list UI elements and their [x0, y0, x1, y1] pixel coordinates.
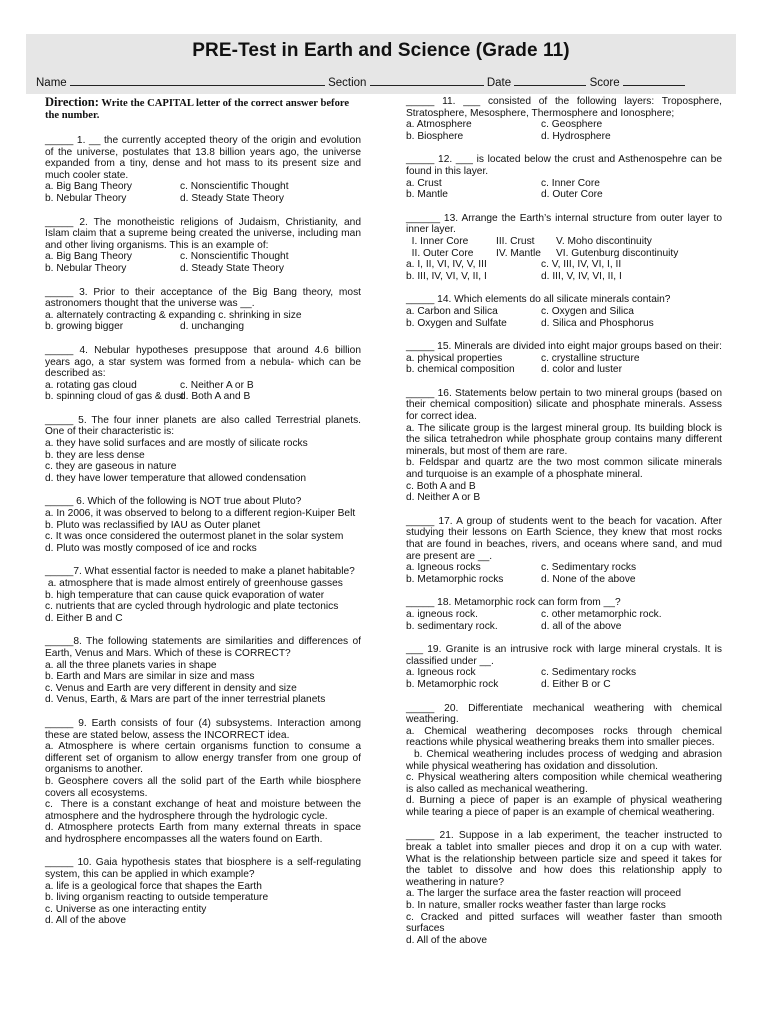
question-item	[45, 636, 361, 706]
answer-option: c. Nonscientific Thought	[180, 251, 289, 263]
question-stem: _____ 17. A group of students went to the beach for vacation. After studying their lessons on Earth Science, they knew that most rocks that are found in beaches, rivers, and oceans where sand, and mud are present are __.	[406, 515, 722, 562]
choice-row	[45, 263, 361, 275]
question-item	[45, 496, 361, 554]
direction-label: Direction:	[45, 95, 99, 109]
question-stem: _____ 5. The four inner planets are also called Terrestrial planets. One of their characteristic is:	[45, 414, 361, 438]
choice-row	[406, 259, 722, 271]
question-item	[45, 857, 361, 927]
choice-item: IV. Mantle	[496, 247, 541, 259]
question-stem: _____ 15. Minerals are divided into eight major groups based on their:	[406, 341, 723, 353]
question-stem: _____ 1. __ the currently accepted theory of the origin and evolution of the universe, postulates that 13.8 billion years ago, the universe expanded from a tiny, dense and hot mass to its present size and much cooler state.	[45, 135, 361, 181]
answer-option: d. Either B or C	[541, 678, 611, 690]
choice-item: I. Inner Core	[406, 235, 469, 247]
answer-option: d. Outer Core	[541, 189, 603, 201]
answer-option: c. Universe as one interacting entity	[45, 903, 207, 915]
choice-row	[406, 306, 722, 318]
answer-option: c. Venus and Earth are very different in density and size	[45, 682, 297, 694]
question-stem: _____ 11. ___ consisted of the following layers: Troposphere, Stratosphere, Mesosphere, Thermosphere and Ionosphere;	[406, 96, 722, 119]
choice-row	[406, 131, 722, 143]
answer-option: a. physical properties	[406, 352, 503, 364]
answer-option: a. alternately contracting & expanding c. shrinking in size	[45, 309, 302, 321]
answer-option: b. Geosphere covers all the solid part of the Earth while biosphere covers all ecosystems.	[45, 775, 364, 799]
question-stem: ______ 13. Arrange the Earth’s internal structure from outer layer to inner layer.	[406, 212, 722, 236]
answer-option: a. I, II, VI, IV, V, III	[406, 259, 487, 271]
choice-row	[406, 236, 722, 248]
student-fields	[36, 74, 685, 89]
answer-option: b. living organism reacting to outside temperature	[45, 892, 269, 904]
answer-option: d. Either B and C	[45, 612, 123, 624]
answer-option: c. Cracked and pitted surfaces will weather faster than smooth surfaces	[406, 911, 725, 935]
question-item	[45, 287, 361, 333]
choice-row	[406, 178, 722, 190]
choice-row	[45, 380, 361, 392]
question-item	[45, 217, 361, 275]
choice-row	[45, 181, 361, 193]
question-item	[45, 566, 361, 624]
choice-row	[45, 391, 361, 403]
question-stem: _____ 21. Suppose in a lab experiment, the teacher instructed to break a tablet into smaller pieces and drop it on a cup with water. What is the relationship between particle size and speed it takes for the tablet to dissolve and how does this relationship apply to weathering in nature?	[406, 830, 722, 888]
answer-option: c. nutrients that are cycled through hydrologic and plate tectonics	[45, 601, 339, 613]
question-stem: _____ 12. ___ is located below the crust and Asthenospehre can be found in this layer.	[406, 154, 722, 177]
answer-option: c. Inner Core	[541, 177, 600, 189]
answer-option: b. Oxygen and Sulfate	[406, 317, 507, 329]
answer-option: b. III, IV, VI, V, II, I	[406, 270, 487, 282]
question-stem: _____ 20. Differentiate mechanical weathering with chemical weathering.	[406, 702, 722, 726]
question-stem: _____ 14. Which elements do all silicate minerals contain?	[406, 294, 671, 306]
answer-option: c. they are gaseous in nature	[45, 461, 177, 473]
answer-option: a. rotating gas cloud	[45, 379, 137, 391]
answer-option: b. Mantle	[406, 189, 448, 201]
choice-row	[406, 621, 722, 633]
answer-option: d. All of the above	[45, 915, 126, 927]
question-stem: _____ 10. Gaia hypothesis states that biosphere is a self-regulating system, this can be applied in which example?	[45, 857, 361, 881]
question-item	[406, 387, 725, 504]
answer-option: b. high temperature that can cause quick evaporation of water	[45, 589, 325, 601]
choice-row	[406, 562, 722, 574]
page-title: PRE-Test in Earth and Science (Grade 11)	[192, 40, 570, 61]
answer-option: d. Silica and Phosphorus	[541, 317, 654, 329]
answer-option: b. Metamorphic rock	[406, 678, 499, 690]
question-stem: _____ 3. Prior to their acceptance of the Big Bang theory, most astronomers thought that the universe was __.	[45, 286, 361, 310]
answer-option: b. Pluto was reclassified by IAU as Outer planet	[45, 519, 261, 531]
answer-option: a. The silicate group is the largest mineral group. Its building block is the silica tetrahedron while phosphate group contains many different minerals, but most of them are rare.	[406, 422, 725, 457]
answer-option: d. Venus, Earth, & Mars are part of the inner terrestrial planets	[45, 694, 326, 706]
choice-item: VI. Gutenburg discontinuity	[556, 247, 679, 259]
answer-option: a. Atmosphere	[406, 119, 472, 131]
answer-option: b. Biosphere	[406, 130, 464, 142]
answer-option: a. In 2006, it was observed to belong to a different region-Kuiper Belt	[45, 508, 356, 520]
answer-option: d. Both A and B	[180, 391, 251, 403]
answer-option: d. Neither A or B	[406, 492, 481, 504]
answer-option: d. Steady State Theory	[180, 192, 285, 204]
choice-row	[406, 353, 722, 365]
choice-row	[406, 667, 722, 679]
question-item	[406, 154, 722, 200]
score-field[interactable]	[623, 74, 685, 86]
choice-row	[406, 364, 722, 376]
answer-option: a. Igneous rock	[406, 667, 476, 679]
name-label: Name	[36, 77, 67, 89]
answer-option: c. Oxygen and Silica	[541, 305, 634, 317]
answer-option: a. Carbon and Silica	[406, 305, 498, 317]
answer-option: a. life is a geological force that shapes the Earth	[45, 880, 262, 892]
question-item	[406, 341, 722, 376]
answer-option: a. Big Bang Theory	[45, 181, 133, 193]
answer-option: c. Both A and B	[406, 480, 476, 492]
answer-option: d. Pluto was mostly composed of ice and rocks	[45, 542, 257, 554]
answer-option: b. In nature, smaller rocks weather faster than large rocks	[406, 900, 666, 912]
answer-option: b. growing bigger	[45, 321, 124, 333]
answer-option: d. All of the above	[406, 934, 487, 946]
answer-option: b. Metamorphic rocks	[406, 573, 504, 585]
choice-row	[406, 318, 722, 330]
choice-row	[406, 609, 722, 621]
answer-option: a. Crust	[406, 177, 442, 189]
answer-option: c. Sedimentary rocks	[541, 667, 637, 679]
choice-row	[406, 679, 722, 691]
answer-option: a. all the three planets varies in shape	[45, 659, 217, 671]
answer-option: a. igneous rock.	[406, 608, 478, 620]
question-stem: _____ 16. Statements below pertain to two mineral groups (based on their chemical composition) silicate and phosphate minerals. Assess for correct idea.	[406, 387, 722, 423]
answer-option: d. unchanging	[180, 321, 245, 333]
answer-option: d. all of the above	[541, 620, 622, 632]
answer-option: b. sedimentary rock.	[406, 620, 498, 632]
question-item	[45, 345, 361, 403]
answer-option: d. III, V, IV, VI, II, I	[541, 270, 622, 282]
answer-option: b. spinning cloud of gas & dust	[45, 391, 184, 403]
section-field[interactable]	[370, 74, 484, 86]
question-item	[406, 294, 722, 329]
direction	[45, 96, 361, 122]
answer-option: b. Chemical weathering includes process of wedging and abrasion while physical weathering has oxidation and dissolution.	[406, 748, 725, 772]
question-stem: ___ 19. Granite is an intrusive rock with large mineral crystals. It is classified under __.	[406, 644, 722, 667]
choice-row	[406, 119, 722, 131]
answer-option: c. crystalline structure	[541, 352, 640, 364]
choice-row	[45, 251, 361, 263]
choice-item: II. Outer Core	[406, 247, 474, 259]
question-stem: _____8. The following statements are similarities and differences of Earth, Venus and Mars. Which of these is CORRECT?	[45, 636, 361, 659]
answer-option: a. Chemical weathering decomposes rocks through chemical reactions while physical weathering breaks them into smaller pieces.	[406, 725, 725, 749]
header-band	[26, 34, 736, 94]
answer-option: b. chemical composition	[406, 364, 515, 376]
date-field[interactable]	[514, 74, 586, 86]
answer-option: b. Nebular Theory	[45, 262, 127, 274]
question-item	[45, 415, 361, 485]
choice-item: V. Moho discontinuity	[556, 235, 652, 247]
choice-row	[406, 271, 722, 283]
answer-option: c. V, III, IV, VI, I, II	[541, 259, 622, 271]
answer-option: c. Neither A or B	[180, 379, 254, 391]
answer-option: c. other metamorphic rock.	[541, 608, 662, 620]
question-item	[406, 830, 725, 946]
question-stem: _____ 4. Nebular hypotheses presuppose that around 4.6 billion years ago, a star system was formed from a nebula- which can be described as:	[45, 344, 361, 380]
left-column	[45, 95, 364, 939]
score-label: Score	[589, 77, 620, 89]
answer-option: c. Nonscientific Thought	[180, 181, 289, 193]
section-label: Section	[328, 77, 367, 89]
answer-option: a. Igneous rocks	[406, 562, 481, 574]
answer-option: c. Geosphere	[541, 119, 603, 131]
question-item	[45, 717, 364, 846]
answer-option: d. Atmosphere protects Earth from many external threats in space and hydrosphere encompasses all the waters found on Earth.	[45, 822, 364, 845]
question-item	[406, 516, 722, 586]
choice-row	[406, 574, 722, 586]
date-label: Date	[486, 77, 512, 89]
answer-option: b. they are less dense	[45, 449, 145, 461]
direction-text: Write the CAPITAL letter of the correct answer before the number.	[45, 98, 350, 121]
question-item	[406, 213, 722, 283]
question-stem: _____ 18. Metamorphic rock can form from __?	[406, 597, 621, 609]
answer-option: a. Atmosphere is where certain organisms function to consume a different set of organism to allow energy transfer from one group of organisms to another.	[45, 741, 364, 776]
question-item	[406, 702, 725, 819]
question-stem: _____ 6. Which of the following is NOT true about Pluto?	[45, 496, 302, 508]
answer-option: c. It was once considered the outermost planet in the solar system	[45, 531, 344, 543]
answer-option: a. they have solid surfaces and are mostly of silicate rocks	[45, 438, 308, 450]
choice-row	[45, 321, 361, 333]
question-item	[406, 597, 722, 632]
answer-option: d. they have lower temperature that allowed condensation	[45, 472, 307, 484]
question-item	[406, 644, 722, 690]
choice-row	[406, 189, 722, 201]
question-item	[406, 96, 722, 142]
answer-option: b. Earth and Mars are similar in size and mass	[45, 671, 255, 683]
answer-option: c. There is a constant exchange of heat and moisture between the atmosphere and the hydrosphere through the hydrologic cycle.	[45, 799, 364, 822]
answer-option: d. Hydrosphere	[541, 130, 611, 142]
right-column	[406, 96, 725, 958]
choice-row	[406, 248, 722, 260]
answer-option: d. Burning a piece of paper is an example of physical weathering while tearing a piece of paper is an example of chemical weathering.	[406, 795, 725, 818]
name-field[interactable]	[70, 74, 325, 86]
answer-option: d. color and luster	[541, 364, 622, 376]
answer-option: d. Steady State Theory	[180, 262, 285, 274]
answer-option: a. Big Bang Theory	[45, 251, 133, 263]
answer-option: a. The larger the surface area the faster reaction will proceed	[406, 888, 682, 900]
answer-option: b. Feldspar and quartz are the two most common silicate minerals and turquoise is an example of a phosphate mineral.	[406, 457, 725, 481]
answer-option: c. Physical weathering alters composition while chemical weathering is also called as mechanical weathering.	[406, 772, 725, 795]
answer-option: d. None of the above	[541, 573, 636, 585]
answer-option: a. atmosphere that is made almost entirely of greenhouse gasses	[45, 578, 343, 589]
question-stem: _____ 2. The monotheistic religions of Judaism, Christianity, and Islam claim that a supreme being created the universe, including man and other living organisms. This is an example of:	[45, 216, 361, 251]
choice-row	[45, 193, 361, 205]
choice-item: III. Crust	[496, 235, 535, 247]
question-stem: _____7. What essential factor is needed to make a planet habitable?	[45, 566, 355, 578]
answer-option: c. Sedimentary rocks	[541, 562, 637, 574]
answer-option: b. Nebular Theory	[45, 192, 127, 204]
question-item	[45, 135, 361, 205]
question-stem: _____ 9. Earth consists of four (4) subsystems. Interaction among these are stated below, assess the INCORRECT idea.	[45, 717, 361, 741]
